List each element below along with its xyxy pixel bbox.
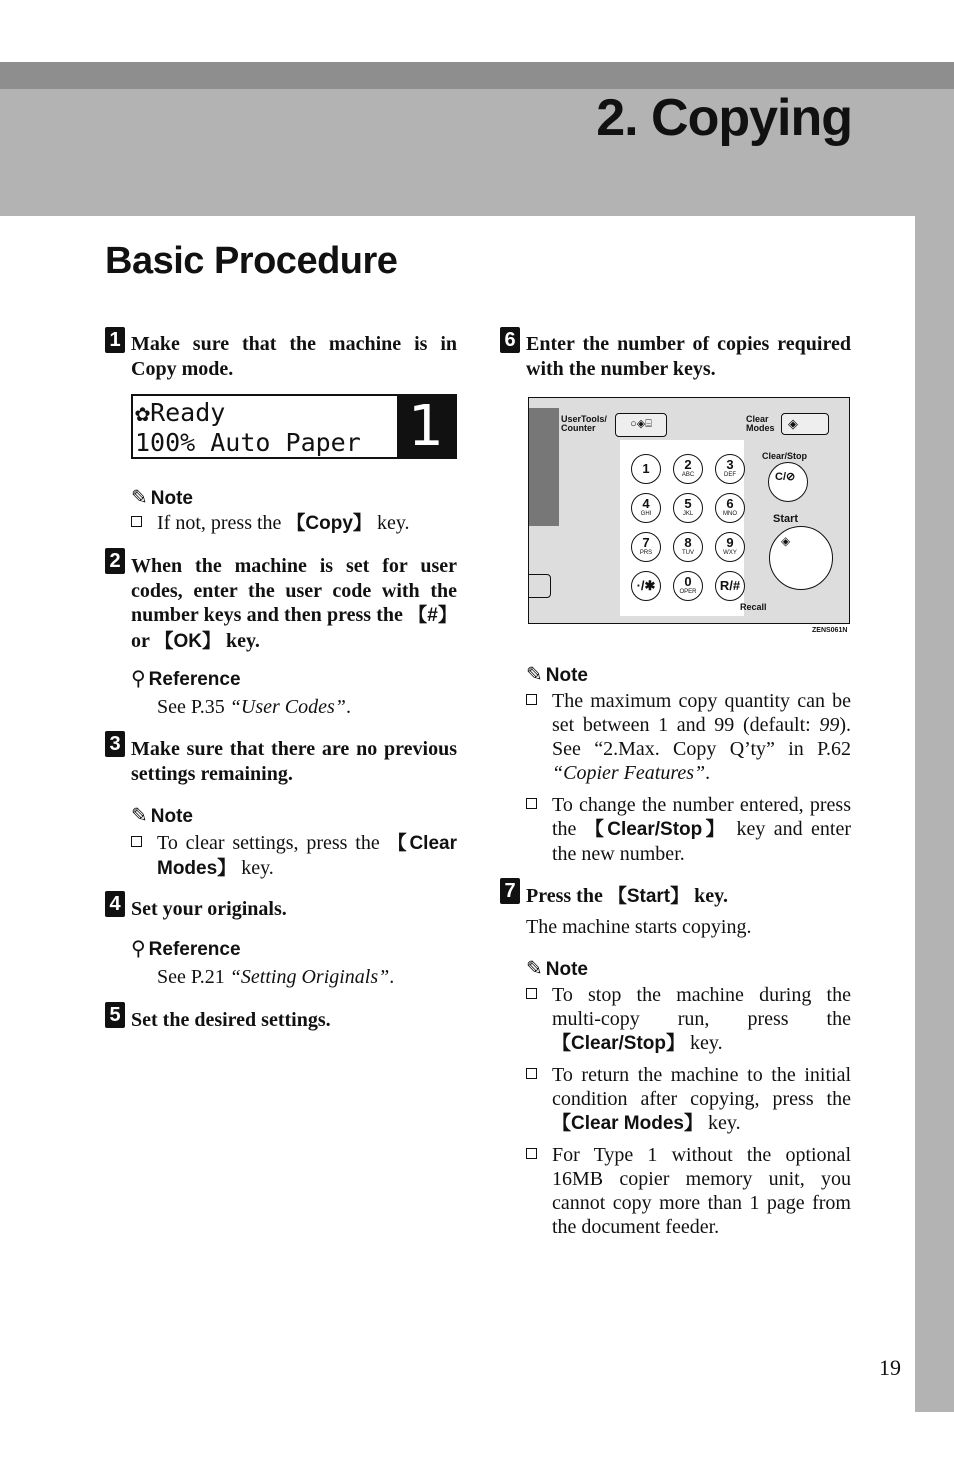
copy-key-label: 【Copy】 bbox=[286, 513, 372, 534]
user-tools-label: UserTools/ bbox=[561, 414, 607, 424]
step-3-title: Make sure that there are no previous settings remaining. bbox=[131, 738, 457, 785]
number-key-0 bbox=[631, 454, 661, 484]
number-key-label: 3 bbox=[726, 457, 734, 472]
checkbox-bullet-icon bbox=[131, 516, 142, 527]
clear-stop-key-label: 【Clear/Stop】 bbox=[552, 1033, 686, 1054]
number-key-letters: PRS bbox=[639, 550, 653, 556]
user-tools-counter-key bbox=[615, 413, 667, 437]
start-key bbox=[769, 526, 833, 590]
reference-heading-step2: ⚲ Reference bbox=[131, 666, 241, 690]
pencil-icon: ✎ bbox=[131, 803, 148, 827]
lcd-line-2: 100% Auto Paper bbox=[135, 428, 361, 457]
pencil-icon: ✎ bbox=[526, 662, 543, 686]
lcd-copy-count: 1 bbox=[397, 396, 455, 457]
number-key-label: 9 bbox=[726, 535, 734, 550]
number-key-4 bbox=[673, 493, 703, 523]
number-key-letters: JKL bbox=[682, 511, 694, 517]
number-key-label: 0 bbox=[684, 574, 692, 589]
checkbox-bullet-icon bbox=[526, 798, 537, 809]
header-top-stripe bbox=[0, 62, 954, 89]
step-number-7: 7 bbox=[500, 878, 520, 904]
magnifier-icon: ⚲ bbox=[131, 666, 146, 690]
panel-side-strip bbox=[529, 408, 559, 526]
number-key-letters: DEF bbox=[724, 472, 736, 478]
note-heading-step1: ✎ Note bbox=[131, 485, 193, 509]
step-number-1: 1 bbox=[105, 327, 125, 353]
step-number-3: 3 bbox=[105, 731, 125, 757]
number-key-10 bbox=[673, 571, 703, 601]
note-heading-step3: ✎ Note bbox=[131, 803, 193, 827]
number-key-letters: GHI bbox=[640, 511, 652, 517]
step-number-4: 4 bbox=[105, 891, 125, 917]
number-key-2 bbox=[715, 454, 745, 484]
number-key-label: 8 bbox=[684, 535, 692, 550]
number-key-5 bbox=[715, 493, 745, 523]
checkbox-bullet-icon bbox=[526, 1148, 537, 1159]
number-key-letters: TUV bbox=[682, 550, 694, 556]
modes-label: Modes bbox=[746, 423, 775, 433]
start-label: Start bbox=[773, 513, 799, 525]
number-key-label: 6 bbox=[726, 496, 734, 511]
magnifier-icon: ⚲ bbox=[131, 936, 146, 960]
step-5-title: Set the desired settings. bbox=[131, 1009, 331, 1031]
step-number-5: 5 bbox=[105, 1002, 125, 1028]
clear-modes-key-label: 【Clear Modes】 bbox=[552, 1113, 703, 1134]
number-key-label: 2 bbox=[684, 457, 692, 472]
clear-stop-key-label: 【Clear/Stop】 bbox=[584, 819, 729, 840]
number-key-6 bbox=[631, 532, 661, 562]
section-title: Basic Procedure bbox=[105, 240, 398, 282]
number-key-label: 4 bbox=[642, 496, 650, 511]
pencil-icon: ✎ bbox=[131, 485, 148, 509]
note-heading-step6: ✎ Note bbox=[526, 662, 588, 686]
counter-label: Counter bbox=[561, 423, 596, 433]
number-key-label: R/# bbox=[719, 578, 741, 593]
step-4-title: Set your originals. bbox=[131, 898, 287, 920]
lcd-display bbox=[131, 394, 457, 459]
lcd-line-1: ✿Ready bbox=[135, 398, 226, 427]
step2-reference-text: See P.35 “User Codes”. bbox=[157, 696, 351, 718]
note-heading-step7: ✎ Note bbox=[526, 956, 588, 980]
panel-edge-button bbox=[528, 574, 551, 598]
start-key-label: 【Start】 bbox=[607, 886, 690, 907]
step-6-title: Enter the number of copies required with the number keys. bbox=[526, 333, 851, 380]
number-key-label: 5 bbox=[684, 496, 692, 511]
hash-key-label: 【#】 bbox=[408, 605, 457, 626]
clear-label: Clear bbox=[746, 414, 769, 424]
number-key-letters: ABC bbox=[681, 472, 695, 478]
number-key-3 bbox=[631, 493, 661, 523]
control-panel-illustration bbox=[528, 397, 850, 624]
illustration-code: ZENS061N bbox=[812, 627, 848, 634]
user-tools-icon: ○◈⌸ bbox=[630, 418, 652, 430]
ready-icon: ✿ bbox=[135, 398, 151, 427]
number-key-letters: WXY bbox=[723, 550, 737, 556]
number-key-8 bbox=[715, 532, 745, 562]
number-key-7 bbox=[673, 532, 703, 562]
clear-stop-key: C/⊘ bbox=[768, 462, 808, 502]
number-key-11 bbox=[715, 571, 745, 601]
chapter-title: 2. Copying bbox=[596, 89, 852, 147]
number-key-9 bbox=[631, 571, 661, 601]
page-number: 19 bbox=[879, 1355, 901, 1380]
step4-reference-text: See P.21 “Setting Originals”. bbox=[157, 966, 395, 988]
step-2-title: When the machine is set for user codes, enter the user code with the number keys and then press the 【#】 or 【OK】 key. bbox=[131, 555, 457, 652]
clear-modes-icon: ◈ bbox=[788, 416, 798, 431]
step-number-6: 6 bbox=[500, 327, 520, 353]
checkbox-bullet-icon bbox=[526, 988, 537, 999]
start-icon: ◈ bbox=[781, 534, 791, 548]
number-key-label: 7 bbox=[642, 535, 650, 550]
number-key-letters: OPER bbox=[679, 589, 697, 595]
number-key-label: 1 bbox=[642, 461, 650, 476]
number-key-label: ·/✱ bbox=[636, 578, 656, 593]
reference-heading-step4: ⚲ Reference bbox=[131, 936, 241, 960]
step-7-title: Press the 【Start】 key. bbox=[526, 885, 729, 907]
clear-stop-label: Clear/Stop bbox=[762, 451, 808, 461]
number-key-1 bbox=[673, 454, 703, 484]
clear-modes-key bbox=[781, 413, 829, 435]
checkbox-bullet-icon bbox=[526, 1068, 537, 1079]
ok-key-label: 【OK】 bbox=[154, 630, 222, 652]
recall-label: Recall bbox=[740, 602, 767, 612]
pencil-icon: ✎ bbox=[526, 956, 543, 980]
checkbox-bullet-icon bbox=[131, 836, 142, 847]
step-7-body: The machine starts copying. bbox=[526, 916, 752, 938]
step-number-2: 2 bbox=[105, 548, 125, 574]
side-margin-bar bbox=[915, 216, 954, 1412]
checkbox-bullet-icon bbox=[526, 694, 537, 705]
number-key-letters: MNO bbox=[723, 511, 737, 517]
clear-modes-key-label: 【Clear Modes】 bbox=[157, 833, 457, 879]
step-1-title: Make sure that the machine is in Copy mode. bbox=[131, 333, 457, 380]
